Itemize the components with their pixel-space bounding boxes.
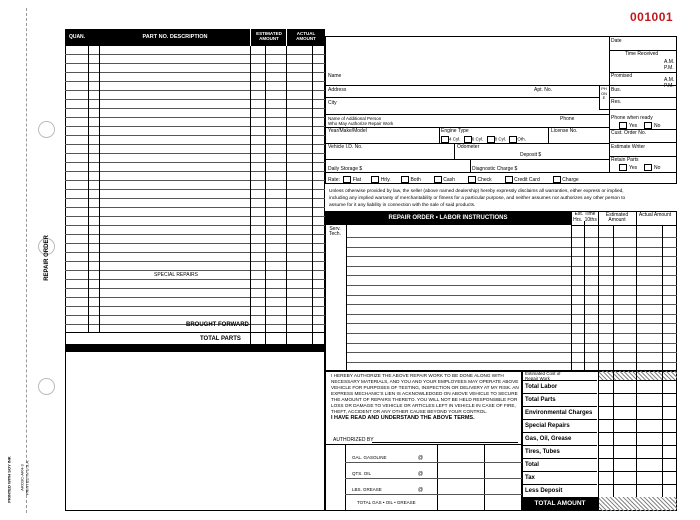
rate-row [328, 176, 579, 183]
labor-row-line [346, 323, 677, 324]
daily-storage-label: Daily Storage $ [328, 166, 363, 172]
col-divider [250, 29, 251, 46]
cyl8-checkbox[interactable] [487, 136, 495, 143]
disclaimer-line: including any implied warranty of merchantability or fitness for a particular purpose, and neither assumes nor authorizes any other person to [329, 196, 626, 201]
totals-row-tires-tubes: Tires, Tubes [522, 445, 597, 458]
phone-ready-yes-checkbox[interactable] [619, 122, 627, 129]
col-divider [662, 371, 663, 497]
labor-row-line [346, 237, 677, 238]
labor-row-line [346, 352, 677, 353]
totals-row-gas-oil-grease: Gas, Oil, Grease [522, 432, 597, 445]
authorized-person-line1: Name of Additional Person [328, 116, 382, 121]
cyl6-text: 6 Cyl. [471, 136, 484, 142]
qts-oil-label: QTS. OIL [352, 471, 372, 476]
lbs-grease-label: LBS. GREASE [352, 487, 382, 492]
col-divider [99, 46, 100, 332]
deposit-label: Deposit $ [520, 152, 542, 158]
side-label: REPAIR ORDER [44, 235, 50, 281]
auth-line: I HEREBY AUTHORIZE THE ABOVE REPAIR WORK TO BE DONE ALONG WITH [331, 373, 504, 378]
check-checkbox[interactable] [468, 176, 476, 183]
est-time-text: Est. Time [574, 211, 596, 217]
soy-ink-text: PRINTED WITH SOY INK [6, 456, 12, 503]
total-parts-label: TOTAL PARTS [200, 336, 241, 342]
row-line [325, 172, 677, 173]
col-divider [613, 225, 614, 371]
quan-header: QUAN. [68, 34, 86, 40]
labor-row-line [346, 275, 677, 276]
year-make-model-label: Year/Make/Model [328, 128, 367, 134]
hatched-area [598, 371, 677, 380]
row-line [325, 97, 599, 98]
totals-row-line [598, 393, 677, 394]
cyl4-text: 4 Cyl. [449, 136, 461, 142]
labor-row-line [346, 266, 677, 267]
row-line [609, 142, 677, 143]
totals-row-special-repairs: Special Repairs [522, 419, 597, 432]
row-line [599, 85, 677, 86]
tenths-text: 10ths [584, 217, 597, 223]
form-number: 001001 [630, 10, 674, 24]
yes-text-2: Yes [629, 164, 638, 171]
apt-no-label: Apt. No. [534, 87, 553, 93]
phone-ready-no-checkbox[interactable] [644, 122, 652, 129]
col-divider [584, 221, 585, 371]
totals-row-line [598, 406, 677, 407]
retain-parts-label: Retain Parts [611, 157, 639, 163]
printed-in-usa: PRINTED IN U.S.A. [24, 459, 30, 496]
credit-card-text: Credit Card [514, 176, 540, 183]
labor-row-line [346, 362, 677, 363]
at-sign: @ [418, 471, 424, 477]
labor-row-line [346, 247, 677, 248]
vehicle-id-label: Vehicle I.D. No. [328, 144, 363, 150]
form-code-text: ARO3C-AR4-3 [19, 464, 25, 491]
phone-ready-no [644, 122, 660, 129]
soy-ink-logo [3, 455, 14, 511]
col-divider [312, 46, 313, 345]
labor-actual-header: Actual Amount [638, 212, 672, 218]
row-line [325, 85, 599, 86]
estimated-amount-header: ESTIMATED AMOUNT [256, 31, 282, 41]
col-divider [613, 371, 614, 497]
address-label: Address [328, 87, 347, 93]
cyl4-checkbox[interactable] [441, 136, 449, 143]
hourly-text: Hrly. [380, 176, 391, 183]
phone-when-ready-label: Phone when ready [611, 115, 653, 121]
auth-read-line: I HAVE READ AND UNDERSTAND THE ABOVE TERMS. [331, 415, 475, 421]
cash-checkbox[interactable] [434, 176, 442, 183]
col-divider [346, 225, 347, 371]
row-line [325, 114, 609, 115]
cyl8-text: 8 Cyl. [494, 136, 507, 142]
check-text: Check [477, 176, 492, 183]
part-no-header: PART NO. DESCRIPTION [142, 34, 208, 40]
totals-row-line [598, 432, 677, 433]
estimate-writer-label: Estimate Writer [611, 144, 646, 150]
both-checkbox[interactable] [401, 176, 409, 183]
retain-parts-yes [619, 164, 637, 171]
at-sign: @ [418, 455, 424, 461]
col-divider [286, 29, 287, 46]
auth-line: NECESSARY MATERIALS, AND YOU AND YOUR EMPLOYEES MAY OPERATE ABOVE [331, 379, 519, 384]
actual-amount-header: ACTUAL AMOUNT [296, 31, 316, 41]
phone-label: Phone [560, 116, 575, 122]
labor-table [325, 211, 677, 371]
disclaimer-line: Unless otherwise provided by law, the seller (above named dealership) hereby expressly disclaims all warranties, either express or implied, [329, 189, 624, 194]
col-divider [470, 159, 471, 172]
authorized-by-label: AUTHORIZED BY [333, 437, 374, 443]
time-received-label: Time Received [625, 51, 659, 57]
am-label-2: A.M. [664, 77, 675, 83]
row-line [345, 494, 522, 495]
totals-row-line [598, 458, 677, 459]
right-col-divider [609, 36, 610, 172]
totals-row-environmental-charges: Environmental Charges [522, 406, 597, 419]
cash-text: Cash [443, 176, 455, 183]
pm-label: P.M. [664, 65, 674, 71]
license-no-label: License No. [551, 128, 578, 134]
form-code [18, 455, 30, 511]
total-gas-label: TOTAL GAS • OIL • GREASE [357, 500, 416, 505]
bus-phone-label: Bus. [611, 87, 622, 93]
row-line [325, 159, 609, 160]
auth-line: LOSS OR DAMAGE TO VEHICLE OR ARTICLES LEFT IN VEHICLE IN CASE OF FIRE, [331, 403, 516, 408]
est-time-header [572, 212, 598, 223]
cust-order-no-label: Cust. Order No. [611, 130, 647, 136]
totals-row-total-parts: Total Parts [522, 393, 597, 406]
promised-label: Promised [611, 73, 633, 79]
col-divider [571, 211, 572, 371]
phone-vertical-label: PHONE [601, 86, 607, 100]
totals-row-line [598, 484, 677, 485]
auth-line: EXPRESS MECHANIC'S LIEN IS ACKNOWLEDGED ON ABOVE VEHICLE TO SECURE [331, 391, 518, 396]
col-divider [636, 371, 637, 497]
totals-row-line [598, 445, 677, 446]
col-divider [265, 46, 266, 345]
at-sign: @ [418, 487, 424, 493]
am-label: A.M. [664, 59, 675, 65]
totals-row-line [598, 380, 677, 381]
labor-row-line [346, 314, 677, 315]
charge-text: Charge [562, 176, 579, 183]
yes-text: Yes [629, 122, 638, 129]
labor-row-line [346, 343, 677, 344]
totals-row-less-deposit: Less Deposit [522, 484, 597, 497]
flat-checkbox[interactable] [343, 176, 351, 183]
both-text: Both [410, 176, 421, 183]
phone-ready-yes [619, 122, 637, 129]
diagnostic-charge-label: Diagnostic Charge $ [472, 166, 518, 172]
notes-box [65, 345, 325, 511]
flat-text: Flat [352, 176, 362, 183]
labor-row-line [346, 285, 677, 286]
perforation-line [26, 8, 27, 513]
retain-parts-no [644, 164, 660, 171]
totals-row-total-labor: Total Labor [522, 380, 597, 393]
engine-type-label: Engine Type [441, 128, 469, 134]
col-divider [598, 371, 599, 511]
totals-row-line [598, 419, 677, 420]
no-text-2: No [654, 164, 661, 171]
total-amount-label: TOTAL AMOUNT [534, 500, 586, 507]
engine-options [439, 136, 526, 143]
col-divider [636, 211, 637, 371]
est-time-units [572, 218, 598, 223]
auth-line: VEHICLE FOR PURPOSES OF TESTING, INSPECTION OR DELIVERY AT MY RISK. AN [331, 385, 519, 390]
hourly-checkbox[interactable] [371, 176, 379, 183]
pm-label-2: P.M. [664, 83, 674, 89]
row-line [599, 109, 677, 110]
authorized-person-line2: Who May Authorize Repair Work [328, 121, 394, 126]
charge-checkbox[interactable] [553, 176, 561, 183]
totals-row-line [598, 471, 677, 472]
estimated-cost-label: Estimated Cost of Repair Work [525, 371, 561, 381]
hrs-text: Hrs. [573, 217, 583, 223]
disclaimer [329, 188, 674, 209]
date-label: Date [611, 38, 622, 44]
totals-row-tax: Tax [522, 471, 597, 484]
col-divider [662, 225, 663, 371]
labor-estimated-header: Estimated Amount [605, 212, 629, 223]
special-repairs-label: SPECIAL REPAIRS [154, 272, 198, 278]
city-label: City [328, 100, 337, 106]
binder-hole [38, 378, 55, 395]
labor-row-line [346, 333, 677, 334]
rate-label: Rate: [328, 176, 340, 183]
no-text: No [654, 122, 661, 129]
col-divider [454, 143, 455, 159]
labor-row-line [346, 304, 677, 305]
col-divider [286, 29, 287, 345]
disclaimer-line: assume for it any liability in connection with the sale of said products. [329, 203, 476, 208]
auth-line: THEFT, ACCIDENT OR ANY OTHER CAUSE BEYOND YOUR CONTROL. [331, 409, 488, 414]
authorized-person-label [328, 116, 393, 126]
col-divider [88, 46, 89, 332]
row-line [325, 444, 522, 445]
auth-line: THE AMOUNT OF REPAIRS THERETO. YOU WILL NOT BE HELD RESPONSIBLE FOR [331, 397, 518, 402]
name-label: Name [328, 73, 342, 79]
hatched-area [598, 497, 677, 511]
labor-row-line [346, 295, 677, 296]
brought-forward-label: BROUGHT FORWARD [186, 322, 249, 328]
totals-row-total: Total [522, 458, 597, 471]
res-phone-label: Res. [611, 99, 622, 105]
odometer-label: Odometer [457, 144, 480, 150]
cyl6-checkbox[interactable] [464, 136, 472, 143]
col-divider [548, 127, 549, 143]
col-divider [598, 211, 599, 371]
binder-hole [38, 121, 55, 138]
authorization-text [331, 373, 521, 421]
serv-tech-header: Serv. Tech. [329, 226, 341, 237]
col-divider [250, 29, 251, 345]
credit-card-checkbox[interactable] [505, 176, 513, 183]
signature-line [372, 442, 518, 443]
row-line [609, 97, 677, 98]
retain-parts-no-checkbox[interactable] [644, 164, 652, 171]
labor-title: REPAIR ORDER • LABOR INSTRUCTIONS [388, 215, 508, 221]
row-line [345, 478, 522, 479]
gal-gasoline-label: GAL. GASOLINE [352, 455, 387, 460]
labor-row-line [346, 256, 677, 257]
retain-parts-yes-checkbox[interactable] [619, 164, 627, 171]
row-line [345, 462, 522, 463]
other-cyl-text: Oth. [517, 136, 526, 142]
